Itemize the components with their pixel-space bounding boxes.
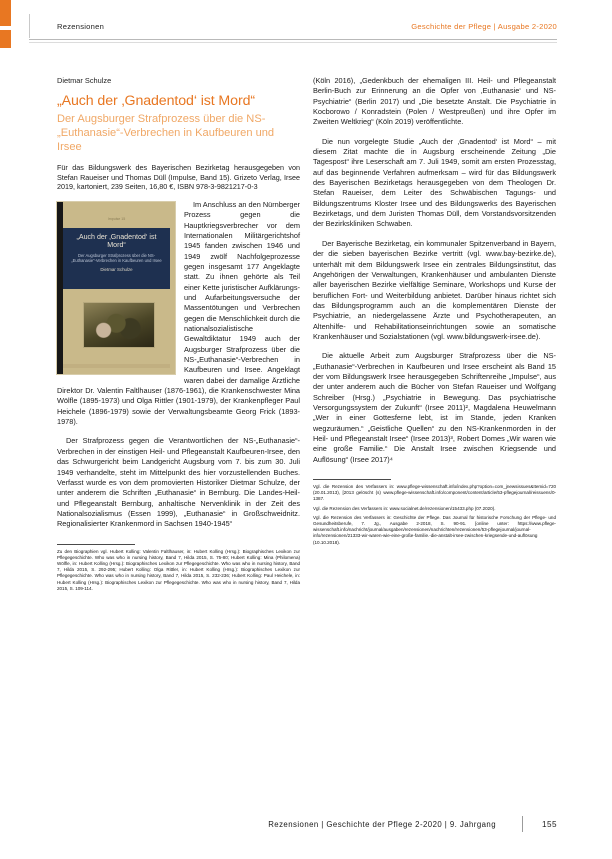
book-bibliographic-info: Für das Bildungswerk des Bayerischen Bezirketag herausgegeben von Stefan Raueiser und Thomas Düll (Impulse, Band 15). Grizeto Verlag, Irsee 2019, kartoniert, 239 Seiten, 16,80 €, ISBN 978-3-9821217-0-3 <box>57 163 300 192</box>
page-edge-rule <box>29 14 30 38</box>
page-edge-mark-bottom <box>0 30 11 48</box>
footnote-separator-rule <box>57 544 135 545</box>
body-paragraph: Der Strafprozess gegen die Verantwortlichen der NS-„Euthanasie“-Verbrechen in der einstigen Heil- und Pflegeanstalt Kaufbeuren-Irsee, den das Schwurgericht beim Landgericht Augsburg vom 7. bis zum 30. Juli 1949 verhandelte, steht im Mittelpunkt des hier vorzustellenden Buches. Verfasst wurde es von dem promovierten Historiker Dietmar Schulze, der unter anderem die Schriften „Euthanasie“ in Bernburg. Die Landes-Heil- und Pflegeanstalt Bernburg, anhaltische Nervenklinik in der Zeit des Nationalsozialismus (Essen 1999), „Euthanasie“ in Großschweidnitz. Regionalisierter Krankenmord in Sachsen 1940-1945“ <box>57 436 300 529</box>
footnote-item: Zu den Biographien vgl. Hubert Kolling: Valentin Faltlhauser, in: Hubert Kolling (Hrsg.): Biographisches Lexikon zur Pflegegeschichte. Who was who in nursing history, Band 7, Hilda 2015, S. 75-80; Hubert Kolling: Mina (Philomena) Wölfle, in: Hubert Kolling (Hrsg.): Biographisches Lexikon zur Pflegegeschichte. Who was who in nursing history, Band 7, Hilda 2015, S. 292-295; Hubert Kolling: Olga Rittler, in: Hubert Kolling (Hrsg.): Biographisches Lexikon zur Pflegegeschichte. Who was who in nursing history, Band 7, Hilda 2015, S. 232-236; Hubert Kolling: Paul Heichele, in: Hubert Kolling (Hrsg.): Biographisches Lexikon zur Pflegegeschichte. Who was who in nursing history, Band 7, Hilda 2015, S. 109-114. <box>57 548 300 591</box>
header-section-label: Rezensionen <box>57 22 105 31</box>
footer-divider <box>522 816 523 832</box>
left-column <box>57 76 300 595</box>
book-cover-photograph <box>83 302 155 348</box>
page-edge-mark-top <box>0 0 11 26</box>
page-footer <box>57 816 557 832</box>
book-cover-title-band <box>63 228 170 289</box>
footnote-block <box>57 544 300 592</box>
body-paragraph: (Köln 2016), „Gedenkbuch der ehemaligen III. Heil- und Pflegeanstalt Berlin-Buch zur Erinnerung an die Opfer von ‚Euthanasie‘ und NS-Psychiatrie“ (Berlin 2017) und „Die besetzte Anstalt. Die Psychiatrie in Kocborowo / Konradstein (Polen / Westpreußen) und ihre Opfer im Zweiten Weltkrieg“ (Köln 2019) veröffentlichte. <box>313 76 556 127</box>
body-paragraph: Der Bayerische Bezirketag, ein kommunaler Spitzenverband in Bayern, der die sieben bayerischen Bezirke vertritt (vgl. www.bay-bezirke.de), unterhält mit dem Bildungswerk Irsee ein zentrales Bildungsinstitut, das Angehörigen der Verwaltungen, Krankenhäuser und ambulanten Dienste aller bayerischen Bezirke vielfältige Seminare, Workshops und Kurse der beruflichen Fort- und Weiterbildung anbietet. Darüber hinaus richtet sich das Bildungsprogramm auch an die komplementären Dienste der Psychiatrie, an niedergelassene Ärzte und Psychotherapeuten, an Altenhilfe- und Rehabilitationseinrichtungen sowie an somatische Krankenhäuser und Sozialstationen (vgl. www.bildungswerk-irsee.de). <box>313 238 556 341</box>
running-header <box>57 22 557 31</box>
footnote-block <box>313 479 556 546</box>
body-paragraph: Im Anschluss an den Nürnberger Prozess gegen die Hauptkriegsverbrecher vor dem Internationalen Militärgerichtshof 1945 fanden zwischen 1946 und 1949 zwölf Nachfolgeprozesse gegen insgesamt 177 Angeklagte statt. Zu ihnen gehörte als Teil einer Kette juristischer Aufklärungs- und Aufarbeitungsversuche der Massentötungen und Verbrechen gegen die Menschlichkeit durch die nationalsozialistische Gewaltdiktatur 1949 auch der Augsburger Strafprozess über die NS-„Euthanasie“-Verbrechen in Kaufbeuren und Irsee. Angeklagt waren dabei der damalige Ärztliche Direktor Dr. Valentin Faltlhauser (1876-1961), die Krankenschwester Mina Wölfle (1895-1973) und Olga Rittler (1901-1979), der Krankenpfleger Paul Heichele (1896-1979) sowie der Verwaltungsbeamte Georg Frick (1893-1978). <box>57 199 300 427</box>
page-number: 155 <box>541 819 557 829</box>
footer-label: Rezensionen | Geschichte der Pflege 2-2020 | 9. Jahrgang <box>268 819 496 829</box>
book-cover-footer-bar <box>63 364 170 368</box>
body-paragraph: Die nun vorgelegte Studie „Auch der ‚Gnadentod‘ ist Mord“ – mit diesem Zitat machte die in Augsburg erscheinende Zeitung „Die Tagespost“ ihre Leserschaft am 7. Juli 1949, somit am ersten Prozesstag, auf das beginnende Verfahren aufmerksam – wird für das Bildungswerk des Bayerischen Bezirketags herausgegeben von dem Theologen Dr. Stefan Raueiser, dem Leiter des Schwäbischen Tagungs- und Bildungszentrums Kloster Irsee und des Bildungswerks des Bayerischen Bezirketags, und dem Juristen Thomas Düll, dem Vorstandsvorsitzenden der Bezirkskliniken Schwaben. <box>313 136 556 229</box>
book-cover-series-label: Impulse 15 <box>107 216 126 221</box>
article-subtitle: Der Augsburger Strafprozess über die NS-„Euthanasie“-Verbrechen in Kaufbeuren und Irsee <box>57 113 275 153</box>
right-column <box>313 76 556 549</box>
article-title: „Auch der ‚Gnadentod‘ ist Mord“ <box>57 93 255 110</box>
book-cover-author: Dietmar Schulze <box>100 267 133 273</box>
footnote-item: Vgl. die Rezension des Verfassers in: www.socialnet.de/rezensionen/15433.php (07.2020). <box>313 505 496 511</box>
book-cover-image <box>57 202 175 374</box>
header-divider <box>29 39 557 43</box>
header-journal-issue: Geschichte der Pflege | Ausgabe 2-2020 <box>411 22 557 31</box>
book-cover-subtitle: Der Augsburger Strafprozess über die NS-„Euthanasie“-Verbrechen in Kaufbeuren und Irsee <box>71 252 162 264</box>
article-byline: Dietmar Schulze <box>57 76 112 85</box>
body-paragraph: Die aktuelle Arbeit zum Augsburger Strafprozess über die NS-„Euthanasie“-Verbrechen in Kaufbeuren und Irsee erscheint als Band 15 der vom Bildungswerk Irsee herausgegeben Schriftenreihe „Impulse“, aus der unter anderem auch die Bücher von Stefan Raueiser und Wolfgang Schreiber (Hrsg.) „Psychiatrie in Bewegung. Das psychiatrische Versorgungssystem der Zukunft“ (Irsee 2011)², Magdalena Heuwelmann „Wer in einer Gottesferne lebt, ist im Stande, jeden Kranken wegzuräumen.“ „Geistliche Quellen“ zu den NS-Krankenmorden in der Heil- und Pflegeanstalt Irsee“ (Irsee 2013)³, Robert Domes „Wir waren wie eine große Familie.“ Die Anstalt Irsee zwischen Kriegsende und Auflösung“ (Irsee 2017)⁴ <box>313 351 556 464</box>
book-cover-title: „Auch der ‚Gnadentod‘ ist Mord“ <box>76 232 157 250</box>
footnote-item: Vgl. die Rezension des Verfassers in: www.pflege-wissenschaft.info/index.php?option=com_jnewsissues&Itemid=720 (20.01.2013), [2013 gelöscht (s) www.pflege-wissenschaft.info/component/content/article/53-pflegejournal/reissuens/0-1387. <box>313 484 556 502</box>
footnote-item: Vgl. die Rezension des Verfassers in: Geschichte der Pflege. Das Journal für historische Forschung der Pflege- und Gesundheitsberufe, 7. Jg., Ausgabe 2-2018, S. 90-91. [online unter: https://www.pflege-wissenschaft.info/nachricht/journal/ausgaben/rezensionen/nachrichten/rezensionen/53-pflegejournal/journal-info/rezensionen/21333-wir-waren-wie-eine-große-familie.-die-anstalt-irsee-zwischen-kriegsende-und-auflösung (10.10.2018). <box>313 514 556 545</box>
footnote-separator-rule <box>313 479 391 480</box>
